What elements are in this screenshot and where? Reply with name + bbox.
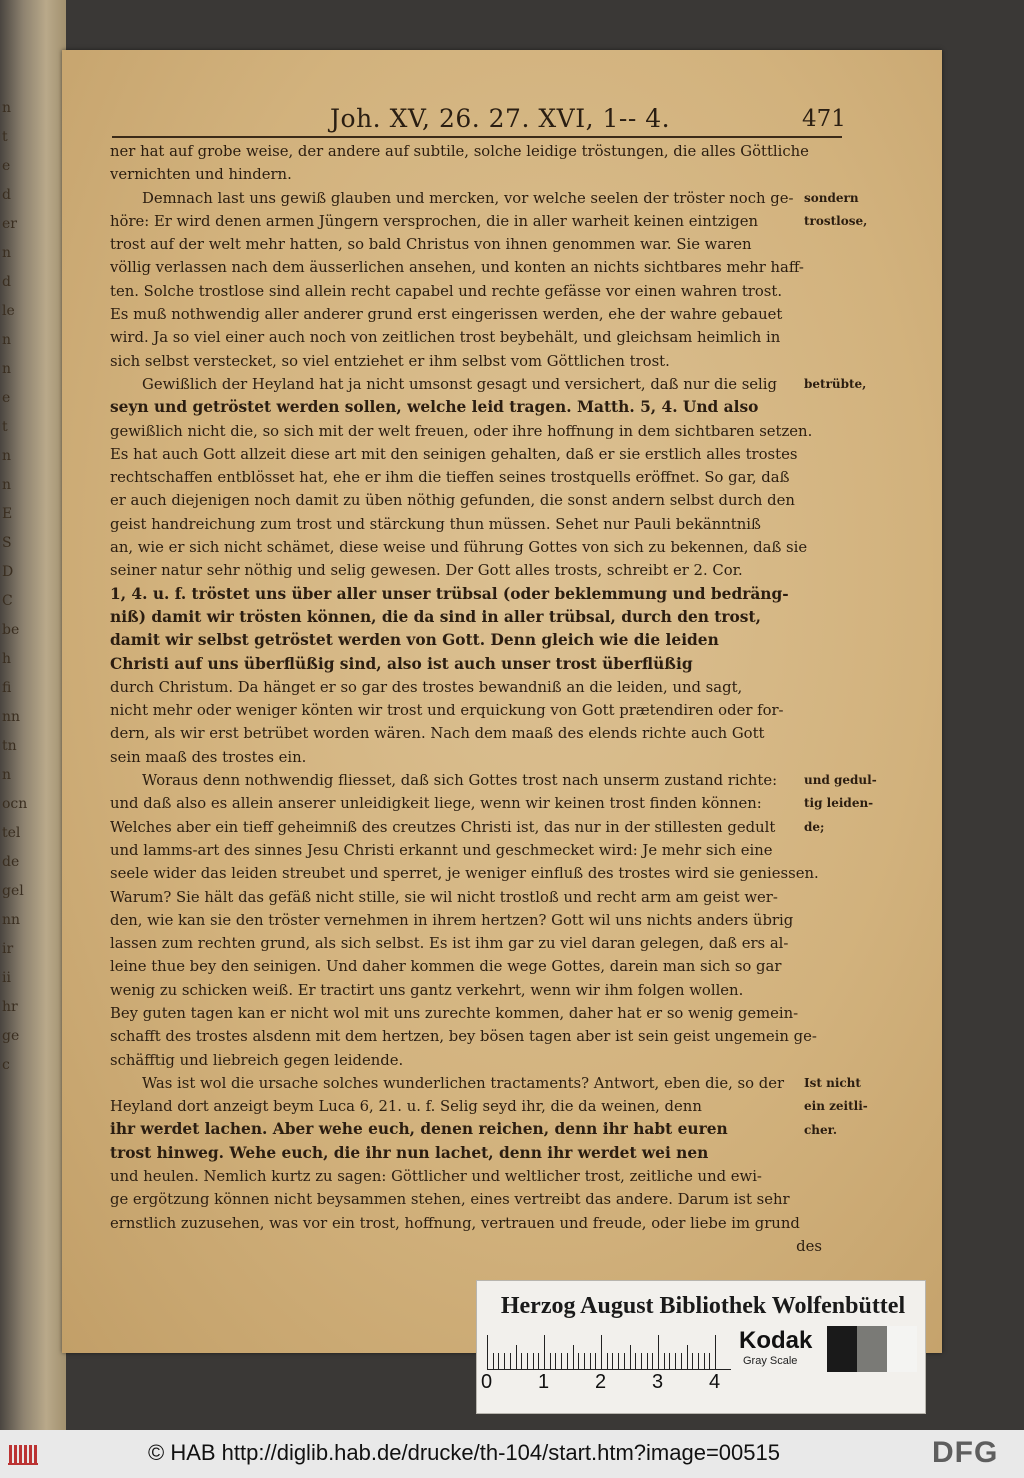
left-page-fragment: h (2, 651, 12, 667)
left-page-fragment: nn (2, 912, 21, 928)
left-page-fragment: le (2, 303, 15, 319)
left-page-fragment: e (2, 158, 11, 174)
text-line: ge ergötzung können nicht beysammen stehen, eines vertreibt das andere. Darum ist sehr (110, 1191, 790, 1209)
footer-credit: © HAB http://diglib.hab.de/drucke/th-104/start.htm?image=00515 (148, 1440, 780, 1465)
left-page-fragment: C (2, 593, 13, 609)
margin-note: ein zeitli- (804, 1099, 868, 1114)
margin-note: Ist nicht (804, 1076, 861, 1090)
text-line: ihr werdet lachen. Aber wehe euch, denen reichen, denn ihr habt euren (110, 1120, 728, 1139)
left-page-fragment: hr (2, 999, 18, 1015)
left-page-fragment: n (2, 361, 12, 377)
ruler-tick (698, 1353, 699, 1369)
ruler-tick (647, 1353, 648, 1369)
ruler-tick (538, 1353, 539, 1369)
text-line: 1, 4. u. f. tröstet uns über aller unser trübsal (oder beklemmung und bedräng- (110, 584, 789, 603)
text-line: völlig verlassen nach dem äusserlichen ansehen, und konten an nichts sichtbares mehr haff- (110, 259, 804, 277)
library-name: Herzog August Bibliothek Wolfenbüttel (500, 1293, 906, 1319)
text-line: damit wir selbst getröstet werden von Gott. Denn gleich wie die leiden (110, 631, 719, 650)
ruler-tick (578, 1353, 579, 1369)
ruler-tick (527, 1353, 528, 1369)
ruler-tick (635, 1353, 636, 1369)
left-page-fragment: ge (2, 1028, 20, 1044)
text-line: wird. Ja so viel einer auch noch von zeitlichen trost beybehält, und gleichsam heimlich in (110, 329, 781, 347)
left-page-fragment: S (2, 535, 12, 551)
ruler-tick (584, 1353, 585, 1369)
ruler-tick (612, 1353, 613, 1369)
ruler-tick (709, 1353, 710, 1369)
footer-bar (0, 1430, 1024, 1478)
text-line: geist handreichung zum trost und stärckung thun müssen. Sehet nur Pauli bekänntniß (110, 515, 761, 533)
left-page-fragment: gel (2, 883, 24, 899)
left-page-fragment: t (2, 419, 8, 435)
left-page-fragment: tel (2, 825, 21, 841)
ruler-tick (498, 1353, 499, 1369)
text-line: sich selbst verstecket, so viel entziehet er ihm selbst vom Göttlichen trost. (110, 352, 670, 370)
margin-note: cher. (804, 1122, 838, 1137)
text-line: durch Christum. Da hänget er so gar des trostes bewandniß an die leiden, und sagt, (110, 678, 743, 696)
text-line: Welches aber ein tieff geheimniß des creutzes Christi ist, das nur in der stillesten gedult (110, 818, 776, 836)
text-line: schäfftig und liebreich gegen leidende. (110, 1051, 404, 1069)
left-page-fragment: e (2, 390, 11, 406)
dfg-logo: DFG (932, 1436, 999, 1469)
text-line: Heyland dort anzeigt beym Luca 6, 21. u. f. Selig seyd ihr, die da weinen, denn (110, 1098, 702, 1116)
text-line: Demnach last uns gewiß glauben und mercken, vor welche seelen der tröster noch ge- (142, 189, 794, 207)
ruler-tick (601, 1335, 602, 1369)
ruler-number: 2 (595, 1371, 607, 1393)
header-reference: Joh. XV, 26. 27. XVI, 1-- 4. (330, 104, 671, 133)
ruler-tick (573, 1345, 574, 1369)
text-line: ten. Solche trostlose sind allein recht capabel und rechte gefässe vor einen wahren trost. (110, 282, 783, 300)
ruler-tick (550, 1353, 551, 1369)
document-page (62, 50, 942, 1353)
left-page-fragment: de (2, 854, 20, 870)
text-line: Was ist wol die ursache solches wunderlichen tractaments? Antwort, eben die, so der (142, 1074, 785, 1092)
text-line: trost auf der welt mehr hatten, so bald Christus von ihnen genommen war. Sie waren (110, 236, 752, 254)
gray-swatch (827, 1326, 857, 1372)
left-page-fragment: d (2, 187, 11, 203)
ruler-tick (555, 1353, 556, 1369)
ruler-tick (652, 1353, 653, 1369)
gray-swatch (887, 1326, 917, 1372)
ruler-tick (607, 1353, 608, 1369)
left-page-fragment: n (2, 477, 12, 493)
ruler-tick (692, 1353, 693, 1369)
ruler-tick (561, 1353, 562, 1369)
left-page-fragment: be (2, 622, 20, 638)
page-header (62, 102, 942, 142)
ruler-tick (658, 1335, 659, 1369)
ruler-tick (504, 1353, 505, 1369)
ruler-tick (681, 1353, 682, 1369)
left-page-fragment: E (2, 506, 13, 522)
left-page-fragment: fi (2, 680, 12, 696)
text-line: höre: Er wird denen armen Jüngern versprochen, die in aller warheit keinen eintzigen (110, 212, 759, 230)
ruler-tick (664, 1353, 665, 1369)
text-line: an, wie er sich nicht schämet, diese weise und führung Gottes von sich zu bekennen, daß sie (110, 539, 808, 557)
text-line: vernichten und hindern. (110, 166, 292, 184)
ruler-tick (687, 1345, 688, 1369)
margin-note: tig leiden- (804, 796, 874, 811)
left-page-fragment: n (2, 448, 12, 464)
ruler-tick (521, 1353, 522, 1369)
text-line: Woraus denn nothwendig fliesset, daß sich Gottes trost nach unserm zustand richte: (142, 772, 778, 790)
text-line: gewißlich nicht die, so sich mit der welt freuen, oder ihre hoffnung in dem sichtbaren setzen. (110, 422, 813, 440)
text-line: und heulen. Nemlich kurtz zu sagen: Göttlicher und weltlicher trost, zeitliche und ewi- (110, 1168, 762, 1186)
text-line: trost hinweg. Wehe euch, die ihr nun lachet, denn ihr werdet wei nen (110, 1143, 709, 1162)
text-line: Bey guten tagen kan er nicht wol mit uns zurechte kommen, daher hat er so wenig gemein- (110, 1004, 799, 1022)
left-page-fragment: t (2, 129, 8, 145)
text-line: seele wider das leiden streubet und sperret, je weniger einfluß des trostes wird sie geniessen. (110, 865, 819, 883)
text-line: schafft des trostes alsdenn mit dem hertzen, bey bösen tagen aber ist sein geist ungemein ge- (110, 1028, 817, 1046)
kodak-subtitle: Gray Scale (743, 1355, 798, 1367)
left-page-fragment: n (2, 245, 12, 261)
text-line: den, wie kan sie den tröster vernehmen in ihrem hertzen? Gott wil uns nichts anders übrig (110, 911, 794, 929)
ruler-tick (624, 1353, 625, 1369)
ruler-number: 3 (652, 1371, 664, 1393)
library-label (476, 1280, 926, 1414)
ruler-tick (630, 1345, 631, 1369)
scale-ruler (487, 1333, 731, 1370)
ruler-tick (487, 1335, 488, 1369)
ruler-tick (493, 1353, 494, 1369)
text-line: niß) damit wir trösten können, die da sind in aller trübsal, durch den trost, (110, 607, 761, 626)
left-book-edge (0, 0, 66, 1430)
text-line: Es hat auch Gott allzeit diese art mit den seinigen gehalten, daß er sie erstlich alles trostes (110, 445, 798, 463)
archive-icon (8, 1442, 42, 1466)
text-line: und lamms-art des sinnes Jesu Christi erkannt und geschmecket wird: Je mehr sich eine (110, 841, 773, 859)
ruler-tick (715, 1335, 716, 1369)
ruler-tick (595, 1353, 596, 1369)
left-page-fragment: ii (2, 970, 11, 986)
text-line: er auch diejenigen noch damit zu üben nöthig gefunden, die sonst andern selbst durch den (110, 492, 795, 510)
ruler-tick (533, 1353, 534, 1369)
text-line: seyn und getröstet werden sollen, welche leid tragen. Matth. 5, 4. Und also (110, 398, 759, 417)
left-page-fragment: ocn (2, 796, 28, 812)
header-rule (112, 136, 842, 138)
margin-note: trostlose, (804, 213, 868, 228)
text-line: rechtschaffen entblösset hat, ehe er ihm die tieffen seines trostquells eröffnet. So gar, daß (110, 469, 790, 487)
ruler-tick (704, 1353, 705, 1369)
left-page-fragment: n (2, 100, 12, 116)
ruler-tick (675, 1353, 676, 1369)
ruler-tick (590, 1353, 591, 1369)
text-line: sein maaß des trostes ein. (110, 748, 307, 766)
text-line: seiner natur sehr nöthig und selig gewesen. Der Gott alles trosts, schreibt er 2. Cor. (110, 562, 743, 580)
text-line: Gewißlich der Heyland hat ja nicht umsonst gesagt und versichert, daß nur die selig (142, 375, 777, 393)
left-page-fragments (0, 100, 28, 1100)
body-text (110, 140, 830, 1258)
text-line: lassen zum rechten grund, als sich selbst. Es ist ihm gar zu viel daran gelegen, daß ers al- (110, 935, 789, 953)
text-line: des (796, 1237, 822, 1255)
text-line: ernstlich zuzusehen, was vor ein trost, hoffnung, vertrauen und freude, oder liebe im grund (110, 1214, 800, 1232)
page-number: 471 (802, 106, 846, 132)
ruler-number: 4 (709, 1371, 721, 1393)
ruler-tick (669, 1353, 670, 1369)
gray-swatch (857, 1326, 887, 1372)
margin-note: sondern (804, 190, 859, 205)
text-line: Christi auf uns überflüßig sind, also ist auch unser trost überflüßig (110, 654, 693, 673)
ruler-tick (510, 1353, 511, 1369)
left-page-fragment: D (2, 564, 14, 580)
text-line: und daß also es allein anserer unleidigkeit liege, wenn wir keinen trost finden können: (110, 795, 762, 813)
ruler-tick (641, 1353, 642, 1369)
left-page-fragment: n (2, 332, 12, 348)
margin-note: betrübte, (804, 377, 867, 391)
ruler-tick (567, 1353, 568, 1369)
text-line: Es muß nothwendig aller anderer grund erst eingerissen werden, ehe der wahre gebauet (110, 306, 783, 324)
ruler-tick (544, 1335, 545, 1369)
text-line: leine thue bey den seinigen. Und daher kommen die wege Gottes, darein man sich so gar (110, 958, 782, 976)
ruler-tick (516, 1345, 517, 1369)
margin-note: und gedul- (804, 773, 877, 788)
left-page-fragment: ir (2, 941, 14, 957)
left-page-fragment: tn (2, 738, 17, 754)
kodak-logo: Kodak (739, 1327, 813, 1354)
left-page-fragment: er (2, 216, 17, 232)
text-line: ner hat auf grobe weise, der andere auf subtile, solche leidige tröstungen, die alles Göttliche (110, 143, 809, 160)
ruler-number: 0 (481, 1371, 493, 1393)
text-line: Warum? Sie hält das gefäß nicht stille, sie wil nicht trostloß und recht arm am geist wer- (110, 888, 778, 906)
text-line: wenig zu schicken weiß. Er tractirt uns gantz verkehrt, wenn wir ihm folgen wollen. (110, 981, 744, 999)
text-line: nicht mehr oder weniger könten wir trost und erquickung von Gott prætendiren oder for- (110, 702, 784, 720)
ruler-number: 1 (538, 1371, 550, 1393)
left-page-fragment: n (2, 767, 12, 783)
text-line: dern, als wir erst betrübet worden wären. Nach dem maaß des elends richte auch Gott (110, 725, 765, 743)
left-page-fragment: nn (2, 709, 21, 725)
left-page-fragment: c (2, 1057, 10, 1073)
margin-note: de; (804, 819, 825, 834)
left-page-fragment: d (2, 274, 11, 290)
ruler-tick (618, 1353, 619, 1369)
